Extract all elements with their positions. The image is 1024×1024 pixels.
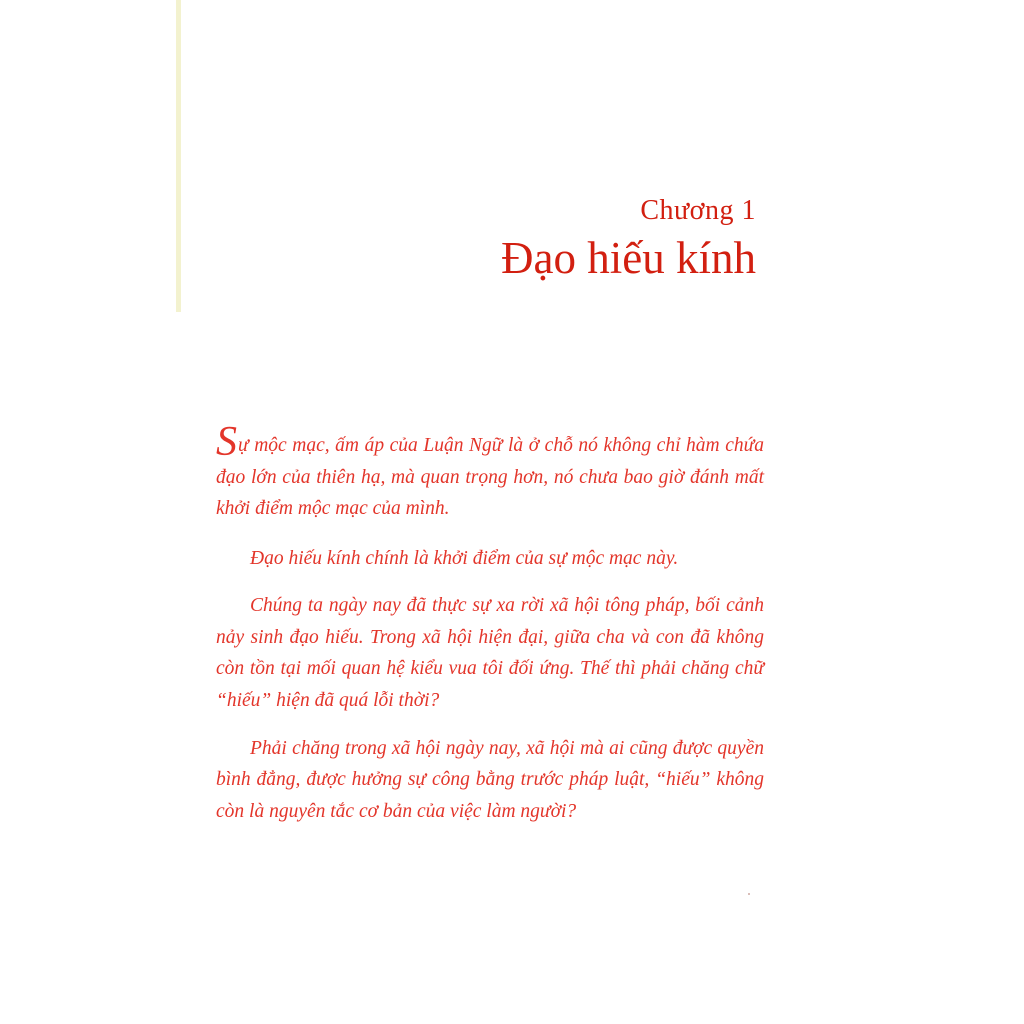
paragraph: Đạo hiếu kính chính là khởi điểm của sự mộc mạc này. — [250, 547, 679, 569]
paragraph: Chúng ta ngày nay đã thực sự xa rời xã hội tông pháp, bối cảnh nảy sinh đạo hiếu. Trong xã hội hiện đại, giữa cha và con đã không còn tồn tại mối quan hệ kiểu vua tôi đối ứng. Thế thì phải chăng chữ “hiếu” hiện đã quá lỗi thời? — [216, 595, 764, 712]
paragraph-text: ự mộc mạc, ấm áp của Luận Ngữ là ở chỗ nó không chỉ hàm chứa đạo lớn của thiên hạ, mà quan trọng hơn, nó chưa bao giờ đánh mất khởi điểm mộc mạc của mình. — [216, 435, 764, 520]
drop-cap: S — [216, 419, 237, 465]
chapter-number-label: Chương 1 — [640, 195, 756, 226]
chapter-title: Đạo hiếu kính — [501, 232, 756, 283]
chapter-heading — [501, 196, 756, 285]
paragraph — [216, 419, 764, 525]
body-text — [216, 419, 764, 843]
paragraph: Phải chăng trong xã hội ngày nay, xã hội mà ai cũng được quyền bình đẳng, được hưởng sự công bằng trước pháp luật, “hiếu” không còn là nguyên tắc cơ bản của việc làm người? — [216, 737, 764, 822]
page-edge-strip — [176, 0, 181, 312]
page-mark — [748, 893, 750, 895]
